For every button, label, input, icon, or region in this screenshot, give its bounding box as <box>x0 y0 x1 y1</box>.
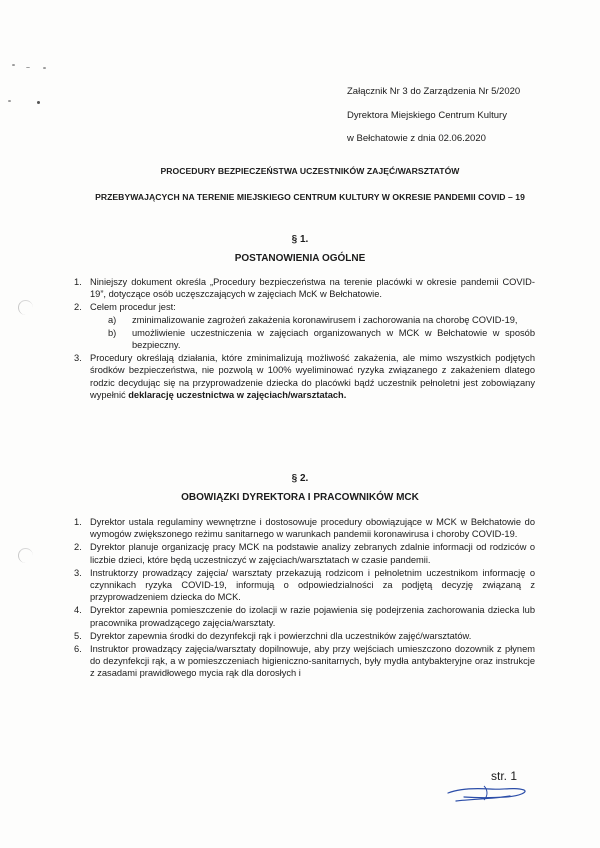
declaration-emphasis: deklarację uczestnictwa w zajęciach/warsztatach. <box>128 389 347 400</box>
page-number: str. 1 <box>491 769 518 783</box>
sub-item-text: umożliwienie uczestniczenia w zajęciach organizowanych w MCK w Bełchatowie w sposób bezpieczny. <box>132 327 535 351</box>
item-text: Celem procedur jest: <box>90 302 176 313</box>
item-text: Niniejszy dokument określa „Procedury bezpieczeństwa na terenie placówki w okresie pandemii COVID-19”, dotyczące osób uczęszczających w zajęciach McK w Bełchatowie. <box>90 277 535 300</box>
list-item <box>74 301 535 351</box>
list-item <box>74 567 535 604</box>
list-item <box>74 276 535 300</box>
list-item <box>74 630 535 642</box>
sub-item-letter: b) <box>108 327 117 338</box>
section-1-number: § 1. <box>291 234 309 245</box>
item-number: 3. <box>74 353 82 364</box>
section-1-heading: POSTANOWIENIA OGÓLNE <box>234 253 366 264</box>
sub-item-text: zminimalizowanie zagrożeń zakażenia koronawirusem i zachorowania na chorobę COVID-19, <box>132 314 518 325</box>
attachment-header <box>347 86 577 157</box>
item-text: Procedury określają działania, które zminimalizują możliwość zakażenia, ale mimo wszystkich podjętych środków bezpieczeństwa, nie pozwolą w 100% wyeliminować ryzyka związanego z zakażeniem dlatego rodzic decydując się na przyprowadzenie dziecka do placówki bądź uczestnik pełnoletni jest zobowiązany wypełnić <box>90 353 535 400</box>
sub-list-item <box>90 314 535 326</box>
item-text: Dyrektor ustala regulaminy wewnętrzne i dostosowuje procedury obowiązujące w MCK w Bełchatowie do wymogów zwiększonego reżimu sanitarnego w warunkach pandemii koronawirusa i choroby COVID-19. <box>90 517 535 540</box>
item-text: Dyrektor planuje organizację pracy MCK na podstawie analizy zebranych zdalnie informacji od rodziców o liczbie dzieci, które będą uczestniczyć w zajęciach/warsztatach w czasie pandemii. <box>90 542 535 565</box>
section-2-number: § 2. <box>291 473 309 484</box>
header-line-1: Załącznik Nr 3 do Zarządzenia Nr 5/2020 <box>347 86 521 97</box>
section-2-list <box>74 516 535 681</box>
scan-speck <box>8 100 11 102</box>
sub-list <box>90 314 535 352</box>
scan-speck <box>12 64 15 66</box>
item-number: 1. <box>74 277 82 287</box>
list-item <box>74 604 535 628</box>
scan-speck <box>37 101 40 104</box>
document-title-line-2: PRZEBYWAJĄCYCH NA TERENIE MIEJSKIEGO CENTRUM KULTURY W OKRESIE PANDEMII COVID – 19 <box>95 192 525 202</box>
scan-speck <box>43 67 46 69</box>
document-title-line-1: PROCEDURY BEZPIECZEŃSTWA UCZESTNIKÓW ZAJĘĆ/WARSZTATÓW <box>160 166 460 176</box>
list-item <box>74 516 535 540</box>
item-number: 5. <box>74 630 82 641</box>
list-item <box>74 541 535 565</box>
signature-initials <box>444 780 530 806</box>
header-line-3: w Bełchatowie z dnia 02.06.2020 <box>347 133 486 144</box>
sub-list-item <box>90 327 535 351</box>
item-text: Dyrektor zapewnia środki do dezynfekcji rąk i powierzchni dla uczestników zajęć/warsztatów. <box>90 630 472 641</box>
punch-hole-mark <box>18 300 33 315</box>
item-text: Dyrektor zapewnia pomieszczenie do izolacji w razie pojawienia się podejrzenia zachorowania dziecka lub pracownika prowadzącego zajęcia/warsztaty. <box>90 605 535 628</box>
item-number: 6. <box>74 644 82 655</box>
item-text: Instruktorzy prowadzący zajęcia/ warsztaty przekazują rodzicom i pełnoletnim uczestnikom informację o czynnikach ryzyka COVID-19, informują o odpowiedzialności za podjętą decyzję związaną z przyprowadzeniem dziecka do MCK. <box>90 567 535 603</box>
section-1-list <box>74 276 535 402</box>
sub-item-letter: a) <box>108 314 117 325</box>
scan-speck <box>26 67 30 68</box>
item-number: 1. <box>74 517 82 527</box>
item-number: 3. <box>74 567 82 578</box>
item-number: 2. <box>74 302 82 313</box>
list-item <box>74 643 535 680</box>
punch-hole-mark <box>18 548 33 563</box>
item-number: 4. <box>74 605 82 616</box>
item-number: 2. <box>74 542 82 553</box>
section-2-heading: OBOWIĄZKI DYREKTORA I PRACOWNIKÓW MCK <box>181 492 419 503</box>
header-line-2: Dyrektora Miejskiego Centrum Kultury <box>347 109 507 121</box>
list-item <box>74 352 535 401</box>
item-text: Instruktor prowadzący zajęcia/warsztaty dopilnowuje, aby przy wejściach umieszczono dozownik z płynem do dezynfekcji rąk, a w pomieszczeniach higieniczno-sanitarnych, były mydła antybakteryjne oraz instrukcje z zasadami prawidłowego mycia rąk dla dorosłych i <box>90 644 535 679</box>
